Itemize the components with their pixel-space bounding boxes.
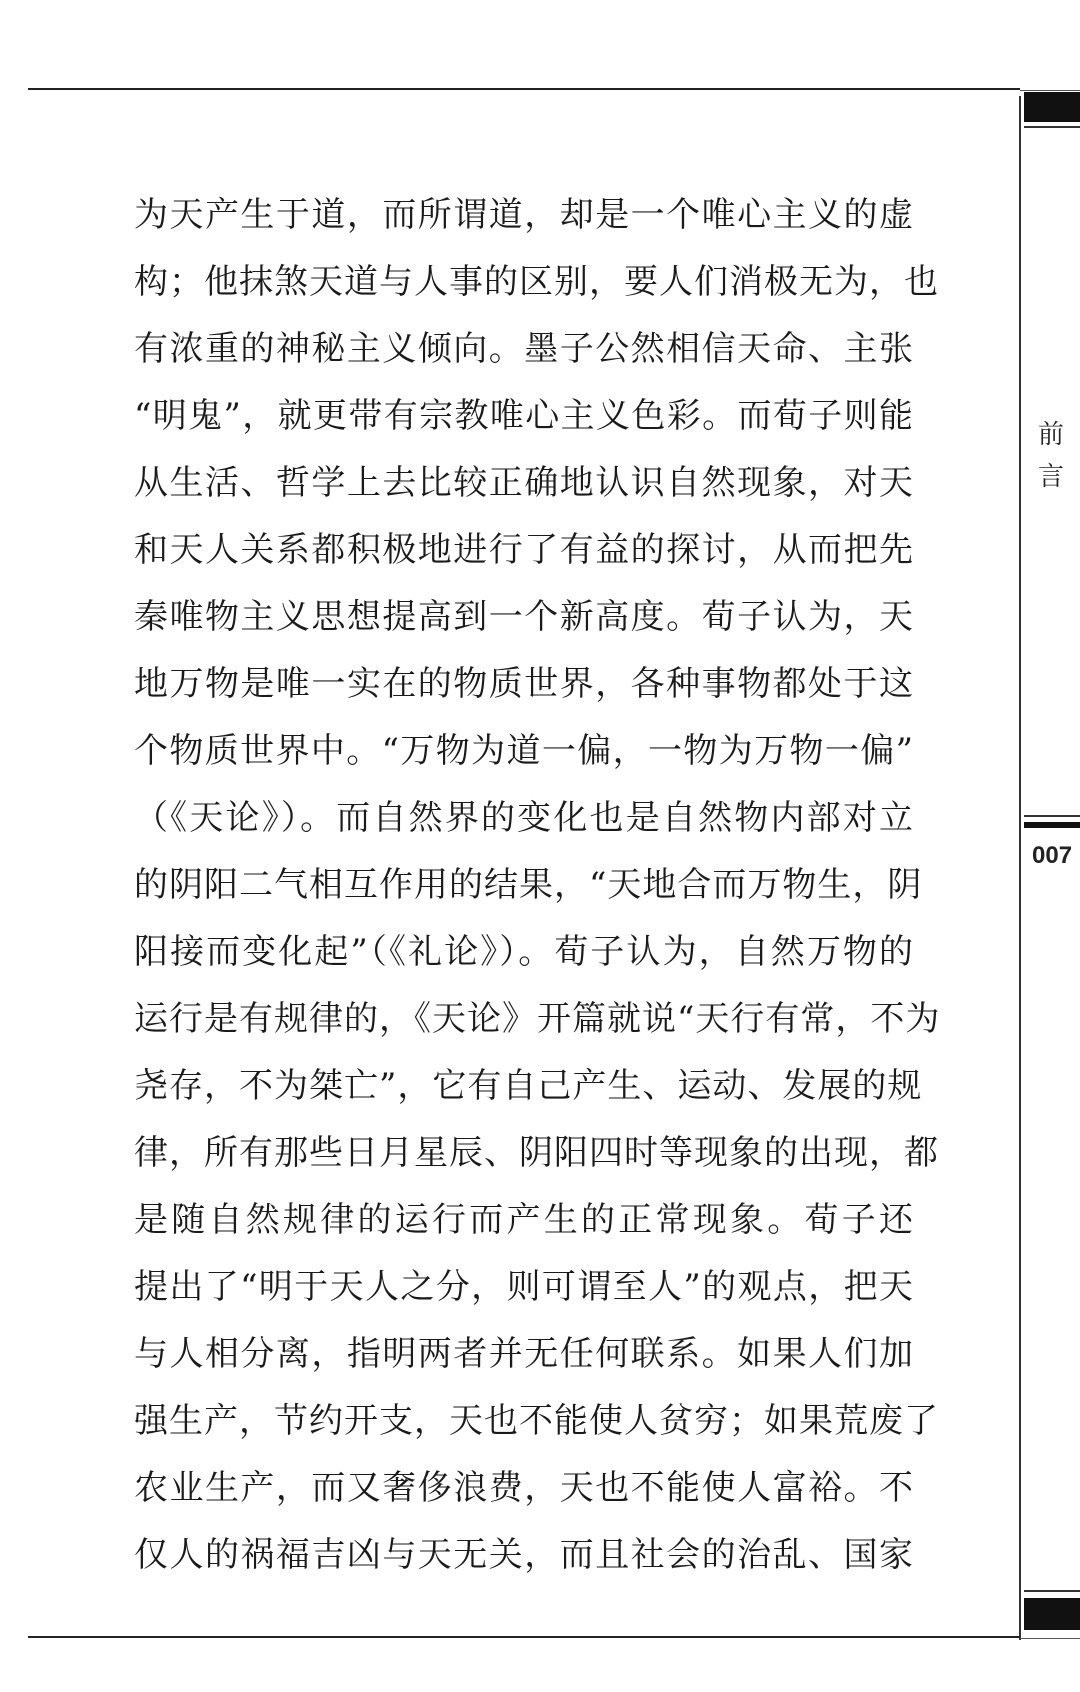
thumb-tab-bottom	[1024, 1598, 1080, 1630]
text-line: 提出了“明于天人之分，则可谓至人”的观点，把天	[134, 1267, 914, 1307]
text-line: 秦唯物主义思想提高到一个新高度。荀子认为，天	[134, 597, 914, 637]
bottom-rule	[28, 1636, 1020, 1638]
text-line: 是随自然规律的运行而产生的正常现象。荀子还	[134, 1200, 914, 1240]
thumb-tab-mid	[1024, 822, 1080, 828]
page-number: 007	[1032, 842, 1073, 869]
body-text	[134, 182, 941, 1589]
running-head: 前言	[1037, 420, 1064, 492]
text-line: 尧存，不为桀亡”，它有自己产生、运动、发展的规	[134, 1066, 923, 1106]
text-line: 和天人关系都积极地进行了有益的探讨，从而把先	[134, 530, 914, 570]
top-rule	[28, 88, 1020, 90]
thumb-tab-mid-rule	[1024, 815, 1080, 817]
text-line: 的阴阳二气相互作用的结果，“天地合而万物生，阴	[134, 865, 923, 905]
text-line: 地万物是唯一实在的物质世界，各种事物都处于这	[134, 664, 914, 704]
text-line: 阳接而变化起”（《礼论》）。荀子认为，自然万物的	[134, 932, 914, 972]
margin-rule	[1019, 96, 1021, 1640]
text-line: 为天产生于道，而所谓道，却是一个唯心主义的虚	[134, 195, 914, 235]
top-rule-margin	[1020, 90, 1080, 91]
text-line: 有浓重的神秘主义倾向。墨子公然相信天命、主张	[134, 329, 914, 369]
text-line: 构；他抹煞天道与人事的区别，要人们消极无为，也	[134, 262, 939, 302]
text-line: （《天论》）。而自然界的变化也是自然物内部对立	[134, 798, 914, 838]
text-line: 律，所有那些日月星辰、阴阳四时等现象的出现，都	[134, 1133, 939, 1173]
text-line: 仅人的祸福吉凶与天无关，而且社会的治乱、国家	[134, 1535, 914, 1575]
text-line: “明鬼”，就更带有宗教唯心主义色彩。而荀子则能	[134, 396, 914, 436]
text-line: 与人相分离，指明两者并无任何联系。如果人们加	[134, 1334, 914, 1374]
thumb-tab-top	[1024, 92, 1080, 122]
bottom-rule-margin	[1020, 1638, 1080, 1639]
text-line: 运行是有规律的，《天论》开篇就说“天行有常，不为	[134, 999, 941, 1039]
text-line: 农业生产，而又奢侈浪费，天也不能使人富裕。不	[134, 1468, 914, 1508]
thumb-tab-bottom-rule	[1024, 1590, 1080, 1592]
thumb-tab-top-rule	[1024, 126, 1080, 128]
text-line: 强生产，节约开支，天也不能使人贫穷；如果荒废了	[134, 1401, 939, 1441]
text-line: 从生活、哲学上去比较正确地认识自然现象，对天	[134, 463, 914, 503]
text-line: 个物质世界中。“万物为道一偏，一物为万物一偏”	[134, 731, 914, 771]
